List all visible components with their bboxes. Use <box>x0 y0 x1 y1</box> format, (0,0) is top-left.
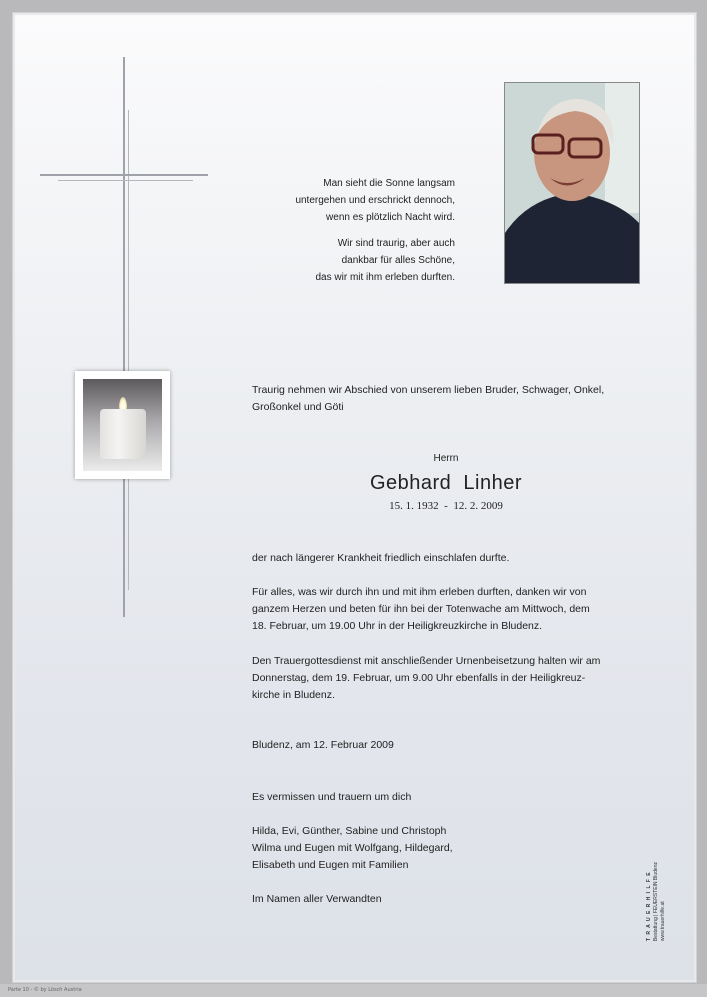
footer-note: Parte 10 - © by Lösch Austria <box>8 987 82 993</box>
intro-line: Traurig nehmen wir Abschied von unserem lieben Bruder, Schwager, Onkel, <box>252 384 605 396</box>
deceased-name: Gebhard Linher <box>369 472 523 494</box>
bottom-frame <box>0 984 707 997</box>
poem-line: das wir mit ihm erleben durften. <box>315 272 455 283</box>
paragraph-line: Donnerstag, dem 19. Februar, um 9.00 Uhr ebenfalls in der Heiligkreuz- <box>252 672 586 684</box>
mourners-list <box>252 823 640 874</box>
mourner-line: Hilda, Evi, Günther, Sabine und Christoph <box>252 825 447 837</box>
salutation: Herrn <box>433 453 459 464</box>
paragraph-line: kirche in Bludenz. <box>252 689 335 701</box>
poem-line: Wir sind traurig, aber auch <box>337 238 455 249</box>
paragraph-line: Für alles, was wir durch ihn und mit ihm erleben durften, danken wir von <box>252 586 587 598</box>
place-date: Bludenz, am 12. Februar 2009 <box>252 739 394 751</box>
poem-stanza-2 <box>215 235 455 286</box>
poem-line: wenn es plötzlich Nacht wird. <box>326 212 455 223</box>
paragraph-line: Den Trauergottesdienst mit anschließender Urnenbeisetzung halten wir am <box>252 655 601 667</box>
intro-line: Großonkel und Göti <box>252 401 344 413</box>
mourn-line: Es vermissen und trauern um dich <box>252 791 412 803</box>
mourner-line: Elisabeth und Eugen mit Familien <box>252 859 409 871</box>
brand-line: Bestattung | FEUERSTEIN Bludenz <box>653 862 659 942</box>
poem-line: dankbar für alles Schöne, <box>341 255 455 266</box>
portrait-photo <box>504 82 640 284</box>
brand-line: www.trauerhilfe.at <box>660 901 666 942</box>
paragraph-3 <box>252 653 640 704</box>
closing-line: Im Namen aller Verwandten <box>252 893 382 905</box>
paragraph-line: 18. Februar, um 19.00 Uhr in der Heiligkreuzkirche in Bludenz. <box>252 620 543 632</box>
poem-stanza-1 <box>215 175 455 226</box>
intro-text <box>252 382 640 416</box>
paragraph-2 <box>252 584 640 635</box>
candle-image <box>75 371 170 479</box>
paragraph-line: ganzem Herzen und beten für ihn bei der Totenwache am Mittwoch, dem <box>252 603 590 615</box>
poem-line: Man sieht die Sonne langsam <box>323 178 455 189</box>
brand-line: T R A U E R H I L F E <box>646 871 652 942</box>
funeral-home-logo <box>646 862 686 962</box>
life-dates: 15. 1. 1932 - 12. 2. 2009 <box>389 500 503 512</box>
candle-icon <box>100 409 146 459</box>
mourner-line: Wilma und Eugen mit Wolfgang, Hildegard, <box>252 842 453 854</box>
poem-line: untergehen und erschrickt dennoch, <box>295 195 455 206</box>
paragraph-1: der nach längerer Krankheit friedlich einschlafen durfte. <box>252 552 510 564</box>
